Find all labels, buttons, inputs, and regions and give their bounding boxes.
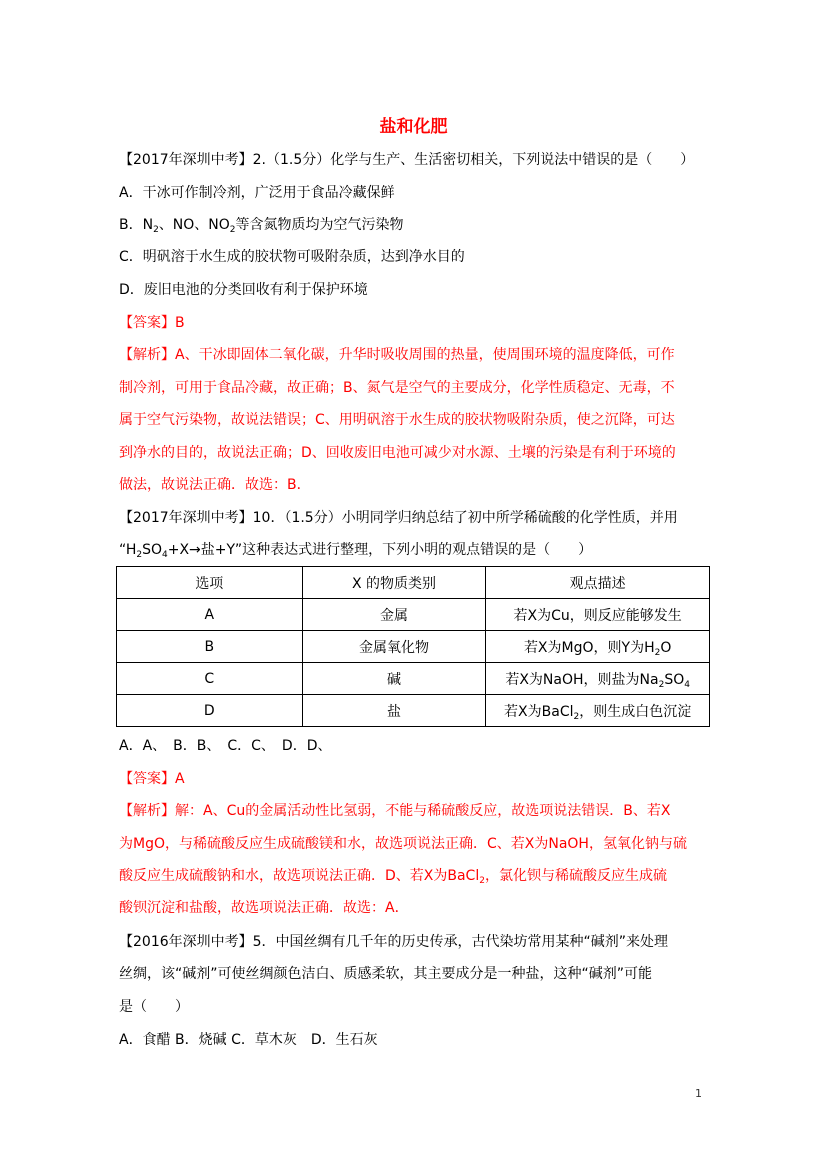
q1-analysis-line: 到净水的目的，故说法正确；D、回收废旧电池可减少对水源、土壤的污染是有利于环境的 — [119, 445, 676, 461]
q1-option-b — [119, 215, 404, 235]
q2-analysis-line: 酸钡沉淀和盐酸，故选项说法正确．故选：A． — [119, 900, 409, 916]
q2-stem-part: +X→盐+Y”这种表达式进行整理，下列小明的观点错误的是（ ） — [167, 542, 593, 558]
subscript: 2 — [153, 225, 159, 235]
table-cell-category: 金属 — [302, 599, 486, 631]
desc-part: SO — [664, 671, 685, 688]
q1-analysis-line: 制冷剂，可用于食品冷藏，故正确；B、氮气是空气的主要成分，化学性质稳定、无毒，不 — [119, 380, 675, 396]
table-header-cell: 选项 — [117, 567, 303, 599]
table-cell-option: B — [117, 631, 303, 663]
subscript: 2 — [658, 679, 665, 690]
q1-answer: 【答案】B — [119, 315, 185, 331]
table-cell-option: D — [117, 695, 303, 727]
q1-analysis-line: 属于空气污染物，故说法错误；C、用明矾溶于水生成的胶状物吸附杂质，使之沉降，可达 — [119, 412, 675, 428]
q2-analysis-line — [119, 866, 667, 886]
subscript: 2 — [229, 225, 236, 235]
page-title: 盐和化肥 — [379, 117, 448, 137]
table-cell-desc — [486, 631, 710, 663]
table-row — [117, 599, 710, 631]
table-row — [117, 631, 710, 663]
desc-part: 若X为MgO，则Y为H — [523, 639, 655, 656]
q2-stem-part: “H — [119, 542, 137, 558]
subscript: 4 — [684, 679, 690, 690]
desc-part: 若X为NaOH，则盐为Na — [505, 671, 659, 688]
table-header-cell: X 的物质类别 — [302, 567, 486, 599]
table-cell-category: 金属氧化物 — [302, 631, 486, 663]
desc-part: O — [660, 639, 672, 656]
q1-option-b-mid: 、NO、NO — [158, 217, 230, 233]
q3-stem-line: 是（ ） — [119, 999, 189, 1015]
subscript: 2 — [479, 876, 485, 886]
table-cell-desc — [486, 695, 710, 727]
q2-stem-line1: 【2017年深圳中考】10．（1.5分）小明同学归纳总结了初中所学稀硫酸的化学性质，并用 — [119, 510, 678, 526]
q1-analysis-line: 做法，故说法正确．故选：B． — [119, 477, 311, 493]
desc-part: ，则生成白色沉淀 — [579, 703, 692, 720]
q1-stem: 【2017年深圳中考】2.（1.5分）化学与生产、生活密切相关，下列说法中错误的是（ ） — [119, 152, 695, 168]
q1-analysis-line: 【解析】A、干冰即固体二氧化碳，升华时吸收周围的热量，使周围环境的温度降低，可作 — [119, 347, 675, 363]
table-cell-category: 碱 — [302, 663, 486, 695]
q2-analysis-line: 为MgO，与稀硫酸反应生成硫酸镁和水，故选项说法正确．C、若X为NaOH，氢氧化钠与硫 — [119, 836, 687, 852]
analysis-part: 酸反应生成硫酸钠和水，故选项说法正确．D、若X为BaCl — [119, 868, 480, 884]
q1-option-c: C．明矾溶于水生成的胶状物可吸附杂质，达到净水目的 — [119, 249, 465, 265]
table-header-row — [117, 567, 710, 599]
q2-table — [116, 566, 710, 727]
q2-choices: A．A、 B．B、 C．C、 D．D、 — [119, 738, 332, 754]
subscript: 4 — [162, 550, 168, 560]
desc-part: 若X为BaCl — [504, 703, 574, 720]
q2-answer: 【答案】A — [119, 771, 185, 787]
q3-stem-line: 【2016年深圳中考】5．中国丝绸有几千年的历史传承，古代染坊常用某种“碱剂”来处理 — [119, 934, 669, 950]
subscript: 2 — [654, 647, 661, 658]
table-header-cell: 观点描述 — [486, 567, 710, 599]
q2-stem-part: SO — [142, 542, 162, 558]
table-row — [117, 663, 710, 695]
q1-option-b-prefix: B．N — [119, 217, 154, 233]
table-cell-option: C — [117, 663, 303, 695]
subscript: 2 — [136, 550, 143, 560]
table-row — [117, 695, 710, 727]
q3-choices: A．食醋 B．烧碱 C．草木灰 D．生石灰 — [119, 1032, 378, 1048]
q2-analysis-line: 【解析】解：A、Cu的金属活动性比氢弱，不能与稀硫酸反应，故选项说法错误．B、若X — [119, 803, 671, 819]
q2-stem-line2 — [119, 540, 592, 560]
page-number: 1 — [695, 1087, 702, 1100]
subscript: 2 — [573, 711, 580, 722]
table-cell-desc — [486, 663, 710, 695]
q1-option-a: A．干冰可作制冷剂，广泛用于食品冷藏保鲜 — [119, 185, 395, 201]
table-cell-option: A — [117, 599, 303, 631]
q3-stem-line: 丝绸，该“碱剂”可使丝绸颜色洁白、质感柔软，其主要成分是一种盐，这种“碱剂”可能 — [119, 966, 653, 982]
table-cell-category: 盐 — [302, 695, 486, 727]
table-cell-desc: 若X为Cu，则反应能够发生 — [486, 599, 710, 631]
analysis-part: ，氯化钡与稀硫酸反应生成硫 — [484, 868, 667, 884]
q1-option-d: D．废旧电池的分类回收有利于保护环境 — [119, 282, 368, 298]
q1-option-b-suffix: 等含氮物质均为空气污染物 — [235, 217, 404, 233]
